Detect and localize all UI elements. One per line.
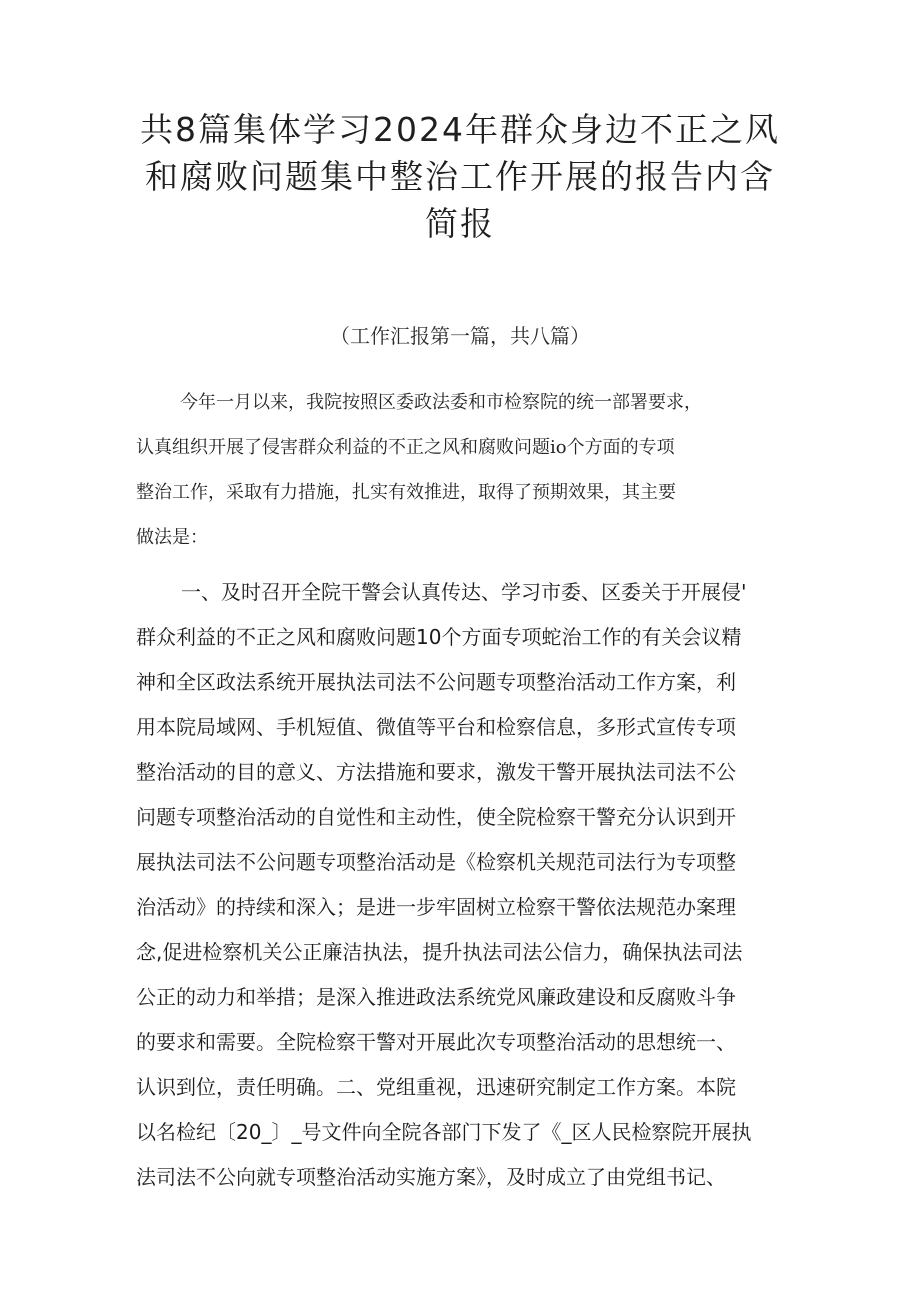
body-line: 念,促进检察机关公正廉洁执法，提升执法司法公信力，确保执法司法 xyxy=(136,940,743,964)
intro-line: 做法是： xyxy=(136,527,208,548)
body-line: 神和全区政法系统开展执法司法不公问题专项整治活动工作方案，利 xyxy=(136,670,736,694)
body-line: 的要求和需要。全院检察干警对开展此次专项整治活动的思想统一、 xyxy=(136,1030,736,1054)
title-line-3: 简报 xyxy=(425,204,495,243)
intro-line: 今年一月以来，我院按照区委政法委和市检察院的统一部署要求， xyxy=(180,392,702,413)
intro-line: 认真组织开展了侵害群众利益的不正之风和腐败问题io个方面的专项 xyxy=(136,437,675,458)
body-line: 用本院局域网、手机短值、微值等平台和检察信息，多形式宣传专项 xyxy=(136,715,736,739)
body-line: 公正的动力和举措；是深入推进政法系统党风廉政建设和反腐败斗争 xyxy=(136,985,736,1009)
body-line: 群众利益的不正之风和腐败问题10个方面专项蛇治工作的有关会议精 xyxy=(136,625,742,649)
document-title xyxy=(110,106,810,247)
body-line: 以名检纪〔20_〕_号文件向全院各部门下发了《_区人民检察院开展执 xyxy=(136,1120,752,1144)
intro-line: 整治工作，采取有力措施，扎实有效推进，取得了预期效果，其主要 xyxy=(136,482,676,503)
body-line: 整治活动的目的意义、方法措施和要求，激发干警开展执法司法不公 xyxy=(136,760,736,784)
intro-paragraph xyxy=(136,380,796,560)
body-line: 一、及时召开全院干警会认真传达、学习市委、区委关于开展侵' xyxy=(181,580,747,604)
body-line: 展执法司法不公问题专项整治活动是《检察机关规范司法行为专项整 xyxy=(136,850,736,874)
document-subtitle: （工作汇报第一篇，共八篇） xyxy=(330,324,590,348)
title-line-2: 和腐败问题集中整治工作开展的报告内含 xyxy=(145,157,775,196)
body-line: 法司法不公向就专项整治活动实施方案》，及时成立了由党组书记、 xyxy=(136,1165,726,1189)
body-line: 治活动》的持续和深入；是进一步牢固树立检察干警依法规范办案理 xyxy=(136,895,736,919)
body-line: 问题专项整治活动的自觉性和主动性，使全院检察干警充分认识到开 xyxy=(136,805,736,829)
body-line: 认识到位，责任明确。二、党组重视，迅速研究制定工作方案。本院 xyxy=(136,1075,736,1099)
body-paragraph xyxy=(136,570,796,1200)
title-line-1: 共8篇集体学习2024年群众身边不正之风 xyxy=(140,110,780,149)
